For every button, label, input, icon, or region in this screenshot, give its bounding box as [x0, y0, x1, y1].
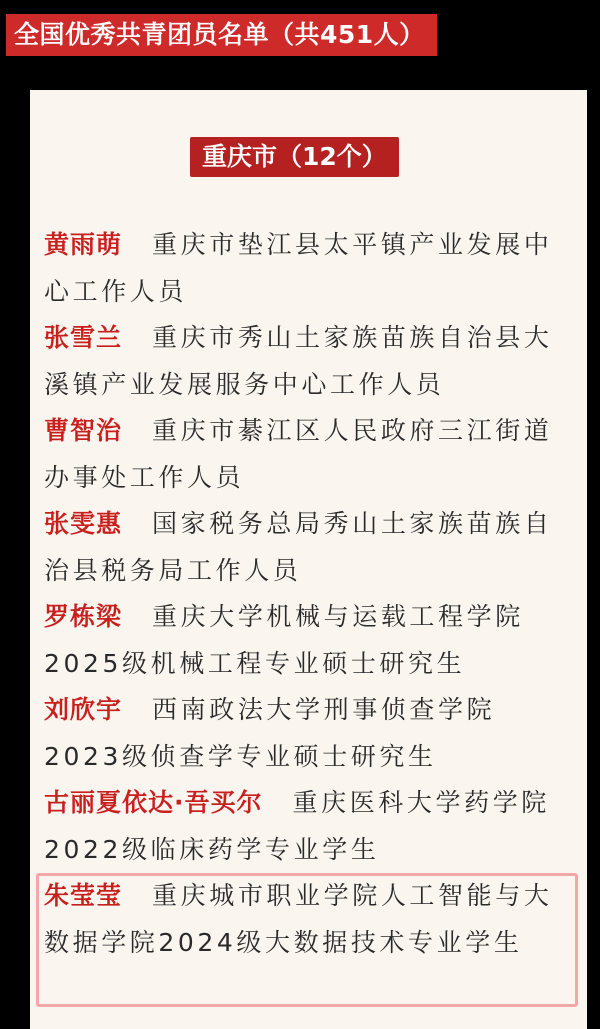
content-card	[30, 90, 587, 1029]
member-description: 重庆市秀山土家族苗族自治县大溪镇产业发展服务中心工作人员	[44, 323, 553, 399]
member-list	[44, 222, 569, 966]
list-item	[44, 222, 569, 315]
member-name: 黄雨萌	[44, 230, 123, 259]
member-description: 重庆医科大学药学院2022级临床药学专业学生	[44, 788, 550, 864]
list-item	[44, 594, 569, 687]
member-name: 朱莹莹	[44, 881, 123, 910]
member-name: 曹智治	[44, 416, 123, 445]
list-item	[44, 687, 569, 780]
list-item	[44, 501, 569, 594]
highlighted-list-item	[44, 873, 569, 966]
member-name: 张雯惠	[44, 509, 123, 538]
member-name: 古丽夏依达·吾买尔	[44, 788, 263, 817]
member-description: 国家税务总局秀山土家族苗族自治县税务局工作人员	[44, 509, 553, 585]
highlight-frame	[36, 873, 578, 1007]
city-section-badge: 重庆市（12个）	[190, 137, 399, 177]
member-description: 重庆城市职业学院人工智能与大数据学院2024级大数据技术专业学生	[44, 881, 553, 957]
member-description: 重庆大学机械与运载工程学院2025级机械工程专业硕士研究生	[44, 602, 524, 678]
list-item	[44, 408, 569, 501]
member-description: 重庆市綦江区人民政府三江街道办事处工作人员	[44, 416, 553, 492]
list-title-banner: 全国优秀共青团员名单（共451人）	[6, 14, 437, 56]
list-item	[44, 315, 569, 408]
member-description: 重庆市垫江县太平镇产业发展中心工作人员	[44, 230, 553, 306]
member-name: 罗栋梁	[44, 602, 123, 631]
member-description: 西南政法大学刑事侦查学院2023级侦查学专业硕士研究生	[44, 695, 496, 771]
list-item	[44, 780, 569, 873]
member-name: 刘欣宇	[44, 695, 123, 724]
member-name: 张雪兰	[44, 323, 123, 352]
